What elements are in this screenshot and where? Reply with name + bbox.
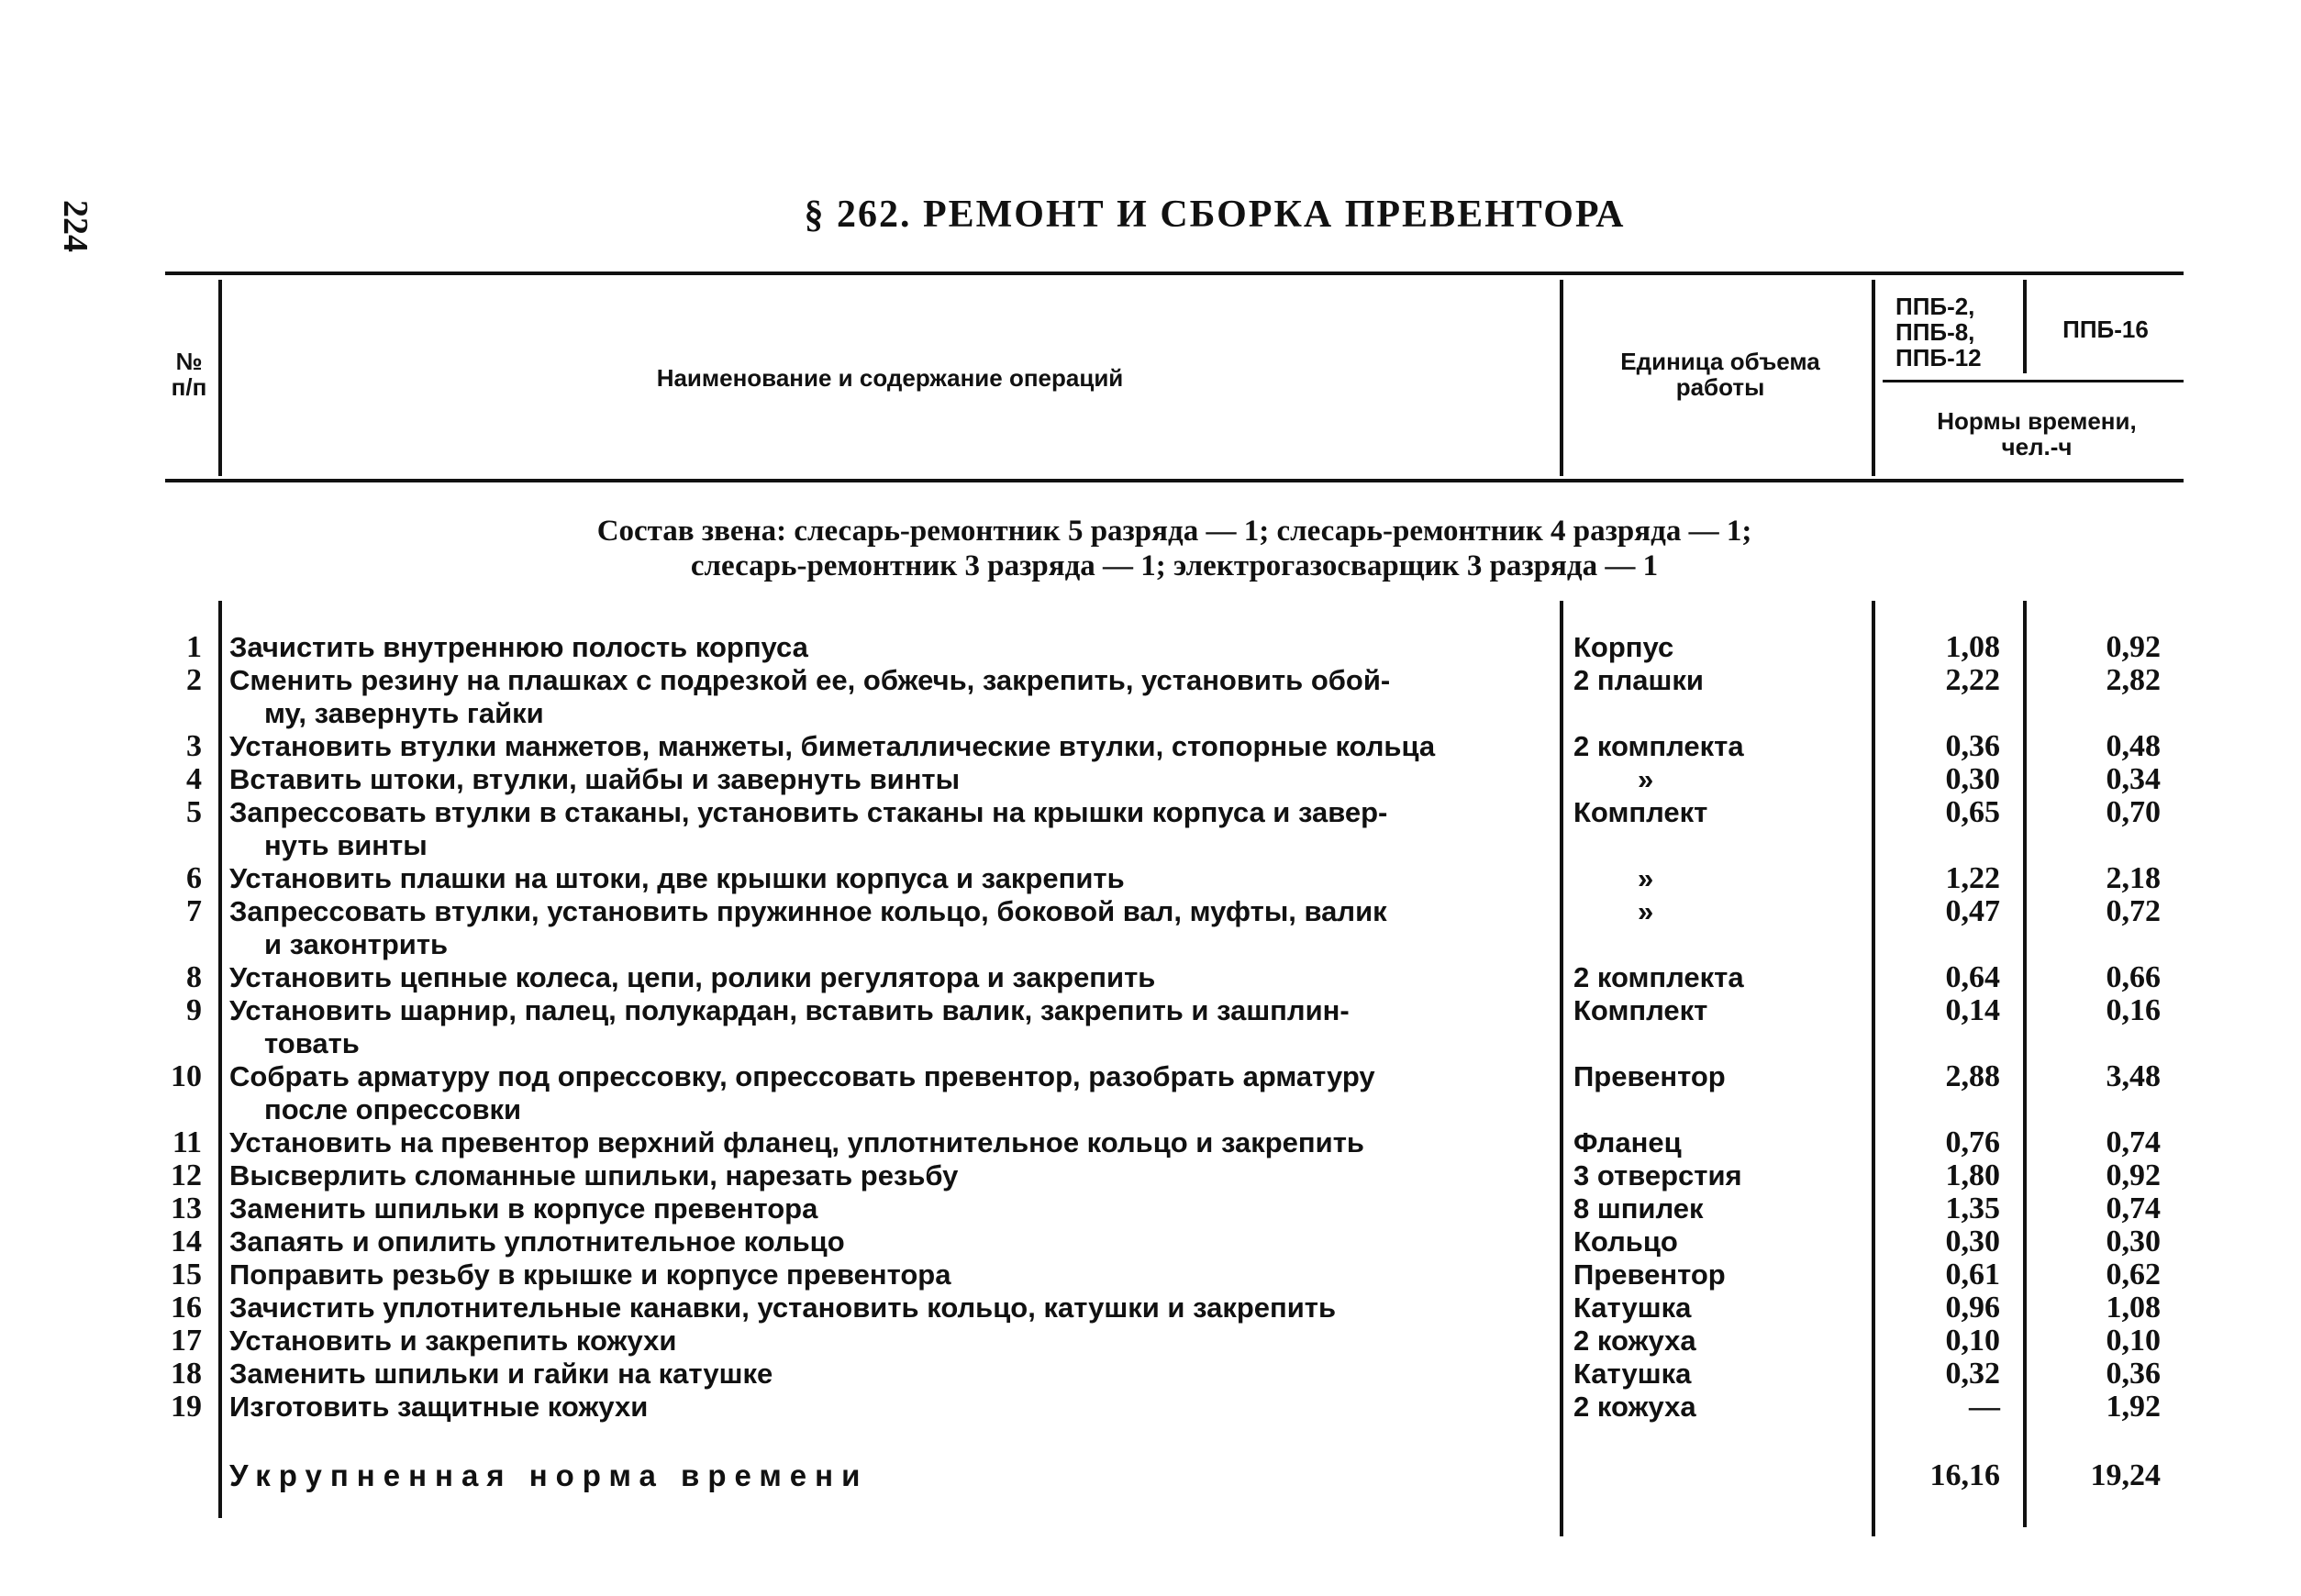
- work-unit: Корпус: [1573, 631, 1674, 663]
- header-top-rule: [165, 272, 2184, 275]
- header-divider-3: [1872, 280, 1875, 476]
- work-unit: Катушка: [1573, 1358, 1692, 1390]
- work-unit: »: [1638, 895, 1654, 927]
- row-number: 18: [171, 1357, 202, 1391]
- norm-ppb-16: 0,34: [2106, 762, 2161, 796]
- norm-ppb-16: 0,74: [2106, 1125, 2161, 1159]
- crew-line-1: Состав звена: слесарь-ремонтник 5 разряда — 1; слесарь-ремонтник 4 разряда — 1;: [596, 515, 1752, 548]
- operation-name: [229, 862, 1551, 895]
- row-number: 14: [171, 1225, 202, 1258]
- row-number: 4: [186, 762, 202, 796]
- operation-name: [229, 1159, 1551, 1192]
- work-unit: Превентор: [1573, 1060, 1726, 1092]
- norm-ppb-16: 0,36: [2106, 1357, 2161, 1391]
- work-unit: 2 кожуха: [1573, 1391, 1696, 1423]
- header-unit: Единица объема работы: [1620, 348, 1820, 401]
- operation-text: Установить втулки манжетов, манжеты, биметаллические втулки, стопорные кольца: [229, 730, 1436, 762]
- norm-ppb-16: 0,30: [2106, 1225, 2161, 1258]
- operation-name: [229, 1291, 1551, 1324]
- norm-ppb-16: 0,72: [2106, 894, 2161, 928]
- operation-text: Заменить шпильки в корпусе превентора: [229, 1192, 818, 1225]
- norm-ppb-16: 0,48: [2106, 729, 2161, 763]
- body-divider-4: [2023, 601, 2027, 1527]
- operation-text: Заменить шпильки и гайки на катушке: [229, 1358, 773, 1390]
- row-number: 9: [186, 993, 202, 1027]
- row-number: 17: [171, 1324, 202, 1358]
- row-number: 19: [171, 1390, 202, 1424]
- operation-continuation: после опрессовки: [264, 1093, 522, 1125]
- norm-ppb-2-8-12: 1,22: [1945, 861, 2000, 895]
- page-number: 224: [56, 200, 94, 252]
- total-value-ppb-2-8-12: 16,16: [1929, 1458, 2000, 1492]
- operation-name: [229, 664, 1551, 730]
- operation-text: Изготовить защитные кожухи: [229, 1391, 649, 1423]
- norm-ppb-16: 0,74: [2106, 1191, 2161, 1225]
- norm-ppb-16: 0,16: [2106, 993, 2161, 1027]
- norm-ppb-16: 1,08: [2106, 1291, 2161, 1324]
- operation-continuation: нуть винты: [264, 829, 428, 861]
- norm-ppb-2-8-12: 0,30: [1945, 762, 2000, 796]
- work-unit: 2 кожуха: [1573, 1324, 1696, 1357]
- operation-text: Зачистить уплотнительные канавки, установить кольцо, катушки и закрепить: [229, 1291, 1337, 1324]
- work-unit: »: [1638, 763, 1654, 795]
- operation-text: Поправить резьбу в крышке и корпусе превентора: [229, 1258, 951, 1291]
- operation-text: Установить цепные колеса, цепи, ролики регулятора и закрепить: [229, 961, 1156, 993]
- norm-ppb-16: 0,70: [2106, 795, 2161, 829]
- operation-name: [229, 1126, 1551, 1159]
- operation-text: Высверлить сломанные шпильки, нарезать резьбу: [229, 1159, 959, 1191]
- norm-ppb-2-8-12: 0,76: [1945, 1125, 2000, 1159]
- work-unit: 3 отверстия: [1573, 1159, 1742, 1191]
- operation-text: Сменить резину на плашках с подрезкой ее, обжечь, закрепить, установить обой-: [229, 664, 1391, 696]
- row-number: 8: [186, 960, 202, 994]
- total-value-ppb-16: 19,24: [2090, 1458, 2161, 1492]
- header-num: № п/п: [171, 348, 207, 401]
- norm-ppb-16: 0,10: [2106, 1324, 2161, 1358]
- operation-name: [229, 1324, 1551, 1358]
- operation-name: [229, 730, 1551, 763]
- row-number: 10: [171, 1059, 202, 1093]
- norm-ppb-16: 0,92: [2106, 630, 2161, 664]
- body-divider-2: [1560, 601, 1563, 1536]
- operation-name: [229, 961, 1551, 994]
- row-number: 11: [172, 1125, 202, 1159]
- row-number: 7: [186, 894, 202, 928]
- header-divider-2: [1560, 280, 1563, 476]
- work-unit: »: [1638, 862, 1654, 894]
- operation-text: Установить плашки на штоки, две крышки корпуса и закрепить: [229, 862, 1125, 894]
- norm-ppb-16: 3,48: [2106, 1059, 2161, 1093]
- row-number: 6: [186, 861, 202, 895]
- operation-name: [229, 1192, 1551, 1225]
- operation-name: [229, 895, 1551, 961]
- work-unit: Комплект: [1573, 796, 1708, 828]
- header-divider-1: [218, 280, 222, 476]
- norm-ppb-2-8-12: 0,32: [1945, 1357, 2000, 1391]
- work-unit: 2 плашки: [1573, 664, 1704, 696]
- norm-ppb-2-8-12: 2,22: [1945, 663, 2000, 697]
- operation-text: Запаять и опилить уплотнительное кольцо: [229, 1225, 845, 1258]
- operation-text: Собрать арматуру под опрессовку, опрессовать превентор, разобрать арматуру: [229, 1060, 1375, 1092]
- operation-name: [229, 994, 1551, 1060]
- work-unit: 2 комплекта: [1573, 730, 1744, 762]
- header-name: Наименование и содержание операций: [656, 364, 1124, 392]
- total-label: Укрупненная норма времени: [229, 1458, 869, 1492]
- work-unit: 8 шпилек: [1573, 1192, 1704, 1225]
- norm-ppb-2-8-12: 1,08: [1945, 630, 2000, 664]
- row-number: 12: [171, 1158, 202, 1192]
- operation-text: Вставить штоки, втулки, шайбы и завернуть винты: [229, 763, 961, 795]
- norm-ppb-2-8-12: 0,96: [1945, 1291, 2000, 1324]
- operation-name: [229, 1391, 1551, 1424]
- norm-ppb-2-8-12: —: [1969, 1390, 2000, 1424]
- operation-text: Запрессовать втулки в стаканы, установить стаканы на крышки корпуса и завер-: [229, 796, 1388, 828]
- work-unit: 2 комплекта: [1573, 961, 1744, 993]
- norm-ppb-16: 0,62: [2106, 1258, 2161, 1291]
- operation-name: [229, 1225, 1551, 1258]
- norm-ppb-2-8-12: 0,64: [1945, 960, 2000, 994]
- operation-name: [229, 631, 1551, 664]
- norm-ppb-2-8-12: 0,36: [1945, 729, 2000, 763]
- operation-text: Зачистить внутреннюю полость корпуса: [229, 631, 808, 663]
- norm-ppb-16: 2,82: [2106, 663, 2161, 697]
- operation-name: [229, 1258, 1551, 1291]
- body-divider-1: [218, 601, 222, 1518]
- norm-ppb-2-8-12: 0,10: [1945, 1324, 2000, 1358]
- work-unit: Катушка: [1573, 1291, 1692, 1324]
- operation-text: Установить шарнир, палец, полукардан, вставить валик, закрепить и зашплин-: [229, 994, 1350, 1026]
- header-bottom-rule: [165, 479, 2184, 482]
- operation-name: [229, 796, 1551, 862]
- norm-ppb-2-8-12: 0,61: [1945, 1258, 2000, 1291]
- row-number: 2: [186, 663, 202, 697]
- row-number: 13: [171, 1191, 202, 1225]
- norm-ppb-16: 2,18: [2106, 861, 2161, 895]
- operation-continuation: му, завернуть гайки: [264, 697, 544, 729]
- work-unit: Комплект: [1573, 994, 1708, 1026]
- norm-ppb-16: 0,92: [2106, 1158, 2161, 1192]
- crew-composition: [165, 514, 2184, 583]
- norm-ppb-2-8-12: 0,65: [1945, 795, 2000, 829]
- work-unit: Кольцо: [1573, 1225, 1678, 1258]
- row-number: 3: [186, 729, 202, 763]
- operation-text: Установить на превентор верхний фланец, уплотнительное кольцо и закрепить: [229, 1126, 1364, 1158]
- operation-continuation: товать: [264, 1027, 360, 1059]
- norm-ppb-2-8-12: 2,88: [1945, 1059, 2000, 1093]
- work-unit: Превентор: [1573, 1258, 1726, 1291]
- operation-name: [229, 763, 1551, 796]
- header-norms: Нормы времени, чел.-ч: [1937, 407, 2137, 460]
- norm-ppb-2-8-12: 1,80: [1945, 1158, 2000, 1192]
- norm-ppb-16: 1,92: [2106, 1390, 2161, 1424]
- operation-text: Установить и закрепить кожухи: [229, 1324, 677, 1357]
- crew-line-2: слесарь-ремонтник 3 разряда — 1; электрогазосварщик 3 разряда — 1: [690, 549, 1659, 582]
- header-col2: ППБ-16: [2062, 316, 2149, 343]
- operation-name: [229, 1358, 1551, 1391]
- row-number: 15: [171, 1258, 202, 1291]
- operation-name: [229, 1060, 1551, 1126]
- row-number: 16: [171, 1291, 202, 1324]
- header-col1: ППБ-2, ППБ-8, ППБ-12: [1895, 293, 1982, 371]
- work-unit: Фланец: [1573, 1126, 1682, 1158]
- operation-text: Запрессовать втулки, установить пружинное кольцо, боковой вал, муфты, валик: [229, 895, 1387, 927]
- norm-ppb-2-8-12: 0,14: [1945, 993, 2000, 1027]
- operation-continuation: и законтрить: [264, 928, 449, 960]
- norm-ppb-2-8-12: 0,47: [1945, 894, 2000, 928]
- header-divider-4: [2023, 280, 2027, 373]
- norm-ppb-2-8-12: 1,35: [1945, 1191, 2000, 1225]
- row-number: 1: [186, 630, 202, 664]
- page-title: § 262. РЕМОНТ И СБОРКА ПРЕВЕНТОРА: [804, 194, 1626, 236]
- norms-divider-rule: [1883, 380, 2184, 382]
- norm-ppb-2-8-12: 0,30: [1945, 1225, 2000, 1258]
- row-number: 5: [186, 795, 202, 829]
- norm-ppb-16: 0,66: [2106, 960, 2161, 994]
